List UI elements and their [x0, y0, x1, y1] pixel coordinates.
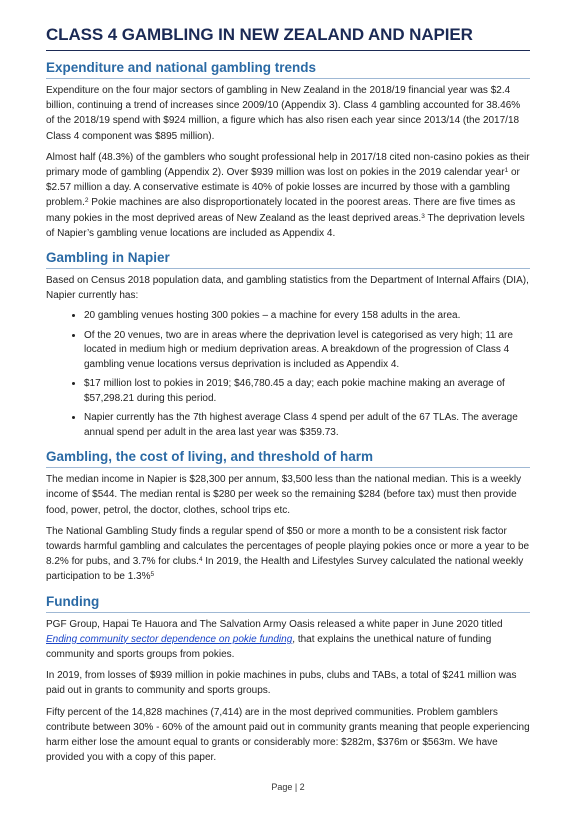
- paragraph-cost-1: The median income in Napier is $28,300 per annum, $3,500 less than the national median. This is a weekly income of $544. The median rental is $280 per week so the remaining $284 (before tax) must then provide food, power, petrol, the doctor, clothes, school trips etc.: [46, 474, 522, 516]
- footnote-ref-5: 5: [150, 571, 155, 579]
- napier-bullet-list: [46, 309, 530, 440]
- paragraph-cost-2: The National Gambling Study finds a regular spend of $50 or more a month to be a consistent risk factor towards harmful gambling and calculates the percentages of people playing pokies once or more a year to be 8.2% for pubs, and 3.7% for clubs.$^4$ In 2019, the Health and Lifestyles Survey calculated the national weekly participation to be 1.3%$^5$: [46, 525, 530, 583]
- heading-cost-of-living: Gambling, the cost of living, and threshold of harm: [46, 449, 530, 468]
- paragraph-expenditure-2: Almost half (48.3%) of the gamblers who sought professional help in 2017/18 cited non-casino pokies as their primary mode of gambling (Appendix 2). Over $939 million was lost on pokies in the 2019 calendar year$^1$ or $2.57 million a day. A conservative estimate is 40% of pokie losses are incurred by those with a gambling problem.$^2$ Pokie machines are also disproportionately located in the poorest areas. There are five times as many pokies in the most deprived areas of New Zealand as the least deprived areas.$^3$ The deprivation levels of Napier’s gambling venue locations are included as Appendix 4.: [46, 151, 530, 239]
- paragraph-funding-1: PGF Group, Hapai Te Hauora and The Salvation Army Oasis released a white paper in June 2020 titled Ending community sector dependence on pokie funding, that explains the unethical nature of funding community and sports groups from pokies.: [46, 618, 503, 660]
- paragraph-napier-intro: Based on Census 2018 population data, and gambling statistics from the Department of Internal Affairs (DIA), Napier currently has:: [46, 274, 529, 302]
- list-item: • 20 gambling venues hosting 300 pokies – a machine for every 158 adults in the area.: [84, 309, 530, 324]
- paragraph-funding-2: In 2019, from losses of $939 million in pokie machines in pubs, clubs and TABs, a total of $241 million was paid out in grants to community and sports groups.: [46, 670, 517, 697]
- page-number: Page | 2: [271, 782, 305, 792]
- paragraph-expenditure-1: Expenditure on the four major sectors of gambling in New Zealand in the 2018/19 financial year was $2.4 billion, continuing a trend of increases since 2009/10 (Appendix 3). Class 4 gambling accounted for 38.46% of the 2018/19 spend with $924 million, a figure which has also risen each year since 2013/14 (the 2017/18 Class 4 component was $895 million).: [46, 85, 521, 142]
- footnote-ref-3: 3: [421, 212, 425, 220]
- heading-gambling-napier: Gambling in Napier: [46, 250, 530, 269]
- document-title: CLASS 4 GAMBLING IN NEW ZEALAND AND NAPIER: [46, 0, 530, 51]
- heading-expenditure: Expenditure and national gambling trends: [46, 60, 530, 79]
- heading-funding: Funding: [46, 594, 530, 613]
- list-item: • $17 million lost to pokies in 2019; $46,780.45 a day; each pokie machine making an average of $57,298.21 during this period.: [84, 377, 530, 406]
- paragraph-funding-3: Fifty percent of the 14,828 machines (7,414) are in the most deprived communities. Problem gamblers contribute between 30% - 60% of the amount paid out in community grants meaning that people experiencing harm either lose the amount equal to grants or considerably more: $282m, $376m or $563m. We have provided you with a copy of this paper.: [46, 706, 530, 764]
- list-item: • Napier currently has the 7th highest average Class 4 spend per adult of the 67 TLAs. The average annual spend per adult in the area last year was $359.73.: [84, 411, 530, 440]
- list-item: • Of the 20 venues, two are in areas where the deprivation level is categorised as very high; 11 are located in medium high or medium deprivation areas. A breakdown of the progression of Class 4 gambling venue locations versus deprivation is included as Appendix 4.: [84, 329, 530, 373]
- footnote-ref-4: 4: [198, 556, 203, 564]
- footnote-ref-2: 2: [84, 197, 89, 205]
- footnote-ref-1: 1: [504, 166, 509, 174]
- white-paper-link[interactable]: Ending community sector dependence on pokie funding: [46, 633, 293, 645]
